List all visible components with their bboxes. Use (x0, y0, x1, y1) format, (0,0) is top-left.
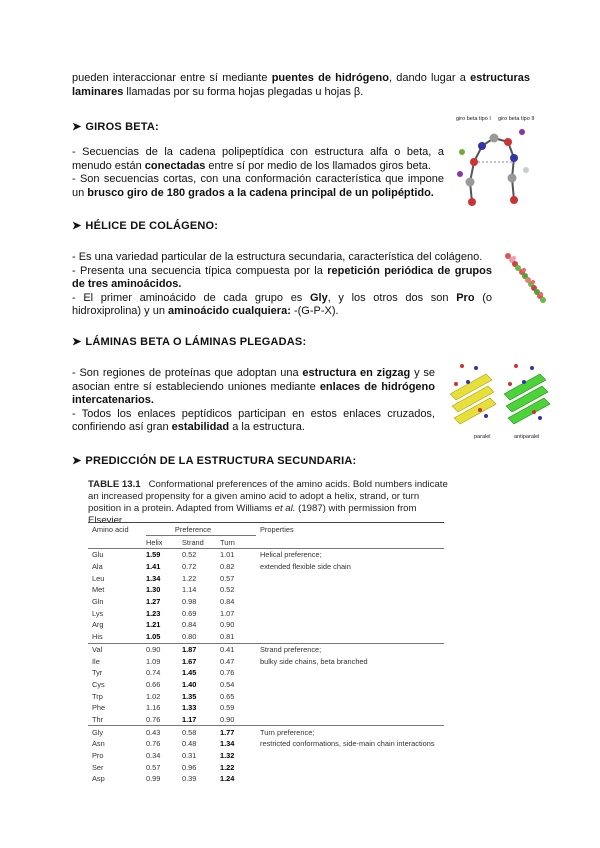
cell-amino-acid: Trp (92, 691, 103, 701)
cell-amino-acid: Ala (92, 562, 103, 572)
arrow-bullet-icon: ➤ (72, 336, 82, 348)
cell-properties: bulky side chains, beta branched (260, 656, 368, 666)
cell-strand: 0.39 (182, 774, 197, 784)
beta-sheet-figure (446, 354, 554, 442)
cell-strand: 1.45 (182, 668, 197, 678)
table-caption: TABLE 13.1 Conformational preferences of the amino acids. Bold numbers indicate an increased propensity for a given amino acid to adopt a helix, strand, or turn position in a protein. Adapted from Williams et al. (1987) with permission from Elsevier. (88, 479, 448, 526)
table-row (88, 619, 444, 631)
cell-amino-acid: Thr (92, 714, 104, 724)
table-row (88, 549, 444, 561)
cell-helix: 1.23 (146, 608, 161, 618)
table-row (88, 690, 444, 702)
cell-strand: 1.33 (182, 703, 197, 713)
table-row (88, 773, 444, 785)
cell-helix: 1.05 (146, 632, 161, 642)
cell-turn: 1.22 (220, 762, 235, 772)
col-header-properties: Properties (256, 523, 444, 536)
table-header-row (88, 523, 444, 536)
cell-properties (256, 702, 444, 714)
cell-amino-acid: Arg (92, 620, 104, 630)
cell-amino-acid: Met (92, 585, 105, 595)
cell-strand: 1.14 (182, 585, 197, 595)
cell-turn: 0.90 (220, 620, 235, 630)
table-row (88, 750, 444, 762)
cell-turn: 0.82 (220, 562, 235, 572)
cell-properties (256, 773, 444, 785)
heading-helice-colageno: ➤ HÉLICE DE COLÁGENO: (72, 220, 219, 232)
cell-properties: Strand preference; (256, 643, 444, 655)
cell-turn: 0.41 (220, 643, 256, 655)
beta-turn-label-left: giro beta tipo I (456, 116, 491, 122)
col-header-turn: Turn (220, 536, 256, 549)
cell-helix: 0.74 (146, 668, 161, 678)
beta-turn-label-right: giro beta tipo II (498, 116, 534, 122)
col-header-preference: Preference (146, 523, 256, 536)
cell-properties (256, 631, 444, 643)
cell-helix: 1.09 (146, 656, 161, 666)
cell-strand: 0.72 (182, 562, 197, 572)
cell-properties (256, 690, 444, 702)
cell-helix: 0.66 (146, 679, 161, 689)
cell-turn: 1.32 (220, 751, 235, 761)
cell-strand: 1.67 (182, 656, 197, 666)
giros-paragraph: - Secuencias de la cadena polipeptídica con estructura alfa o beta, a menudo están conectadas entre sí por medio de los llamados giros beta. - Son secuencias cortas, con una conformación característica que impone un brusco giro de 180 grados a la cadena principal de un polipéptido. (72, 146, 444, 199)
antiparallel-label: antiparalel (514, 434, 540, 440)
cell-strand: 0.96 (182, 762, 197, 772)
table-row (88, 667, 444, 679)
cell-amino-acid: Cys (92, 679, 105, 689)
cell-helix: 0.99 (146, 774, 161, 784)
cell-properties (256, 619, 444, 631)
cell-helix: 0.76 (146, 714, 161, 724)
table-row (88, 738, 444, 750)
cell-helix: 1.27 (146, 597, 161, 607)
cell-amino-acid: His (92, 632, 103, 642)
heading-giros-beta: ➤ GIROS BETA: (72, 121, 159, 133)
cell-helix: 0.57 (146, 762, 161, 772)
cell-properties: Turn preference; (256, 726, 444, 738)
parallel-label: paralel (474, 434, 491, 440)
table-row (88, 561, 444, 573)
cell-properties (256, 761, 444, 773)
intro-paragraph: pueden interaccionar entre sí mediante puentes de hidrógeno, dando lugar a estructuras laminares llamadas por su forma hojas plegadas u hojas β. (72, 72, 530, 98)
laminas-paragraph: - Son regiones de proteínas que adoptan una estructura en zigzag y se asocian entre sí estableciendo uniones mediante enlaces de hidrógeno intercatenarios. - Todos los enlaces peptídicos participan en estos enlaces cruzados, confiriendo así gran estabilidad a la estructura. (72, 367, 436, 433)
cell-turn: 1.07 (220, 608, 235, 618)
cell-helix: 1.34 (146, 573, 161, 583)
table-row (88, 607, 444, 619)
table-row (88, 655, 444, 667)
cell-helix: 0.34 (146, 751, 161, 761)
cell-amino-acid: Asn (92, 739, 105, 749)
cell-turn: 0.65 (220, 691, 235, 701)
cell-amino-acid: Lys (92, 608, 104, 618)
table-row (88, 596, 444, 608)
cell-properties (256, 596, 444, 608)
cell-turn: 0.54 (220, 679, 235, 689)
cell-turn: 0.76 (220, 668, 235, 678)
cell-properties: Helical preference; (256, 549, 444, 561)
colageno-paragraph: - Es una variedad particular de la estructura secundaria, característica del colágeno. - Presenta una secuencia típica compuesta por la repetición periódica de grupos de tres aminoácidos. - El primer aminoácido de cada grupo es Gly, y los otros dos son Pro (o hidroxiprolina) y un aminoácido cualquiera: -(G-P-X). (72, 251, 492, 317)
cell-turn: 0.84 (220, 597, 235, 607)
table-row (88, 584, 444, 596)
cell-turn: 0.59 (220, 703, 235, 713)
cell-properties (256, 679, 444, 691)
table-row (88, 631, 444, 643)
cell-properties (256, 584, 444, 596)
cell-strand: 1.35 (182, 691, 197, 701)
cell-turn: 1.24 (220, 774, 235, 784)
col-header-amino: Amino acid (88, 523, 146, 536)
cell-properties: restricted conformations, side-main chain interactions (260, 739, 435, 749)
cell-helix: 0.90 (146, 643, 182, 655)
cell-amino-acid: Ser (92, 762, 104, 772)
cell-strand: 1.87 (182, 643, 220, 655)
cell-properties (256, 607, 444, 619)
cell-properties (256, 572, 444, 584)
amino-acid-preference-table (88, 522, 444, 785)
cell-properties (256, 714, 444, 726)
arrow-bullet-icon: ➤ (72, 455, 82, 467)
col-header-strand: Strand (182, 536, 220, 549)
antiparallel-sheet-icon (504, 364, 550, 424)
cell-strand: 1.22 (182, 573, 197, 583)
beta-turn-figure (452, 112, 534, 208)
collagen-helix-figure (500, 248, 550, 308)
table-row (88, 726, 444, 738)
table-row (88, 714, 444, 726)
cell-strand: 0.52 (182, 549, 220, 561)
cell-helix: 1.30 (146, 585, 161, 595)
cell-turn: 1.77 (220, 726, 256, 738)
cell-properties: extended flexible side chain (260, 562, 351, 572)
cell-turn: 0.57 (220, 573, 235, 583)
cell-amino-acid: Tyr (92, 668, 103, 678)
cell-amino-acid: Phe (92, 703, 106, 713)
table-row (88, 761, 444, 773)
table-row (88, 643, 444, 655)
heading-prediccion: ➤ PREDICCIÓN DE LA ESTRUCTURA SECUNDARIA: (72, 455, 357, 467)
cell-amino-acid: Leu (92, 573, 105, 583)
cell-strand: 0.31 (182, 751, 197, 761)
cell-turn: 0.81 (220, 632, 235, 642)
cell-helix: 0.43 (146, 726, 182, 738)
cell-amino-acid: Ile (92, 656, 100, 666)
cell-amino-acid: Gln (92, 597, 104, 607)
cell-amino-acid: Asp (92, 774, 105, 784)
cell-turn: 0.52 (220, 585, 235, 595)
cell-strand: 0.84 (182, 620, 197, 630)
cell-properties (256, 667, 444, 679)
table-row (88, 679, 444, 691)
cell-strand: 0.80 (182, 632, 197, 642)
cell-amino-acid: Pro (92, 751, 104, 761)
table-row (88, 572, 444, 584)
cell-turn: 1.34 (220, 739, 235, 749)
cell-helix: 0.76 (146, 739, 161, 749)
arrow-bullet-icon: ➤ (72, 220, 82, 232)
cell-amino-acid: Glu (88, 549, 146, 561)
cell-helix: 1.59 (146, 549, 182, 561)
cell-properties (256, 750, 444, 762)
cell-strand: 1.17 (182, 714, 197, 724)
cell-amino-acid: Gly (88, 726, 146, 738)
cell-helix: 1.02 (146, 691, 161, 701)
col-header-helix: Helix (146, 536, 182, 549)
cell-amino-acid: Val (88, 643, 146, 655)
arrow-bullet-icon: ➤ (72, 121, 82, 133)
heading-laminas-beta: ➤ LÁMINAS BETA O LÁMINAS PLEGADAS: (72, 336, 307, 348)
cell-strand: 0.69 (182, 608, 197, 618)
cell-turn: 0.47 (220, 656, 235, 666)
parallel-sheet-icon (450, 364, 496, 424)
cell-strand: 1.40 (182, 679, 197, 689)
cell-strand: 0.98 (182, 597, 197, 607)
cell-turn: 1.01 (220, 549, 256, 561)
cell-helix: 1.16 (146, 703, 161, 713)
cell-helix: 1.41 (146, 562, 161, 572)
cell-strand: 0.48 (182, 739, 197, 749)
cell-turn: 0.90 (220, 714, 235, 724)
cell-helix: 1.21 (146, 620, 161, 630)
cell-strand: 0.58 (182, 726, 220, 738)
table-row (88, 702, 444, 714)
table-subheader-row (88, 536, 444, 549)
